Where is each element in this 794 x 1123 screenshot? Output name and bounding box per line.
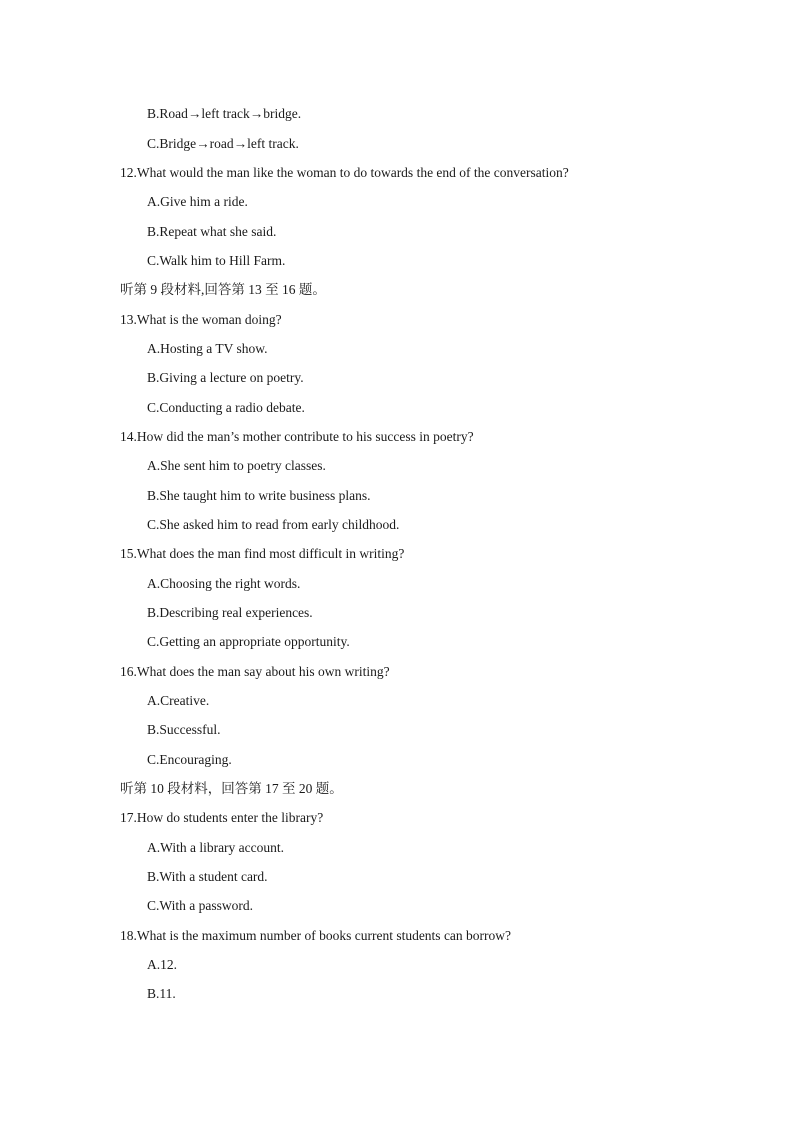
option-16b: B.Successful. xyxy=(147,722,221,737)
option-13a: A.Hosting a TV show. xyxy=(147,341,268,356)
option-15a: A.Choosing the right words. xyxy=(147,576,301,591)
option-13b: B.Giving a lecture on poetry. xyxy=(147,370,304,385)
option-12a: A.Give him a ride. xyxy=(147,194,248,209)
section-heading-10: 听第 10 段材料，回答第 17 至 20 题。 xyxy=(120,781,343,796)
option-11c: C.Bridge→road→left track. xyxy=(147,136,299,151)
option-17b: B.With a student card. xyxy=(147,869,268,884)
option-11b: B.Road→left track→bridge. xyxy=(147,106,302,121)
option-17a: A.With a library account. xyxy=(147,840,285,855)
option-18b: B.11. xyxy=(147,986,176,1001)
question-15: 15.What does the man find most difficult in writing? xyxy=(120,546,405,561)
question-14: 14.How did the man’s mother contribute to his success in poetry? xyxy=(120,429,474,444)
option-15b: B.Describing real experiences. xyxy=(147,605,313,620)
option-14b: B.She taught him to write business plans. xyxy=(147,488,371,503)
option-14c: C.She asked him to read from early childhood. xyxy=(147,517,400,532)
option-16a: A.Creative. xyxy=(147,693,210,708)
question-17: 17.How do students enter the library? xyxy=(120,810,324,825)
question-18: 18.What is the maximum number of books current students can borrow? xyxy=(120,928,512,943)
option-18a: A.12. xyxy=(147,957,177,972)
question-13: 13.What is the woman doing? xyxy=(120,312,282,327)
question-16: 16.What does the man say about his own writing? xyxy=(120,664,390,679)
option-17c: C.With a password. xyxy=(147,898,253,913)
option-16c: C.Encouraging. xyxy=(147,752,232,767)
option-13c: C.Conducting a radio debate. xyxy=(147,400,305,415)
section-heading-9: 听第 9 段材料,回答第 13 至 16 题。 xyxy=(120,282,326,297)
question-12: 12.What would the man like the woman to do towards the end of the conversation? xyxy=(120,165,569,180)
option-15c: C.Getting an appropriate opportunity. xyxy=(147,634,350,649)
option-14a: A.She sent him to poetry classes. xyxy=(147,458,326,473)
option-12b: B.Repeat what she said. xyxy=(147,224,277,239)
option-12c: C.Walk him to Hill Farm. xyxy=(147,253,286,268)
